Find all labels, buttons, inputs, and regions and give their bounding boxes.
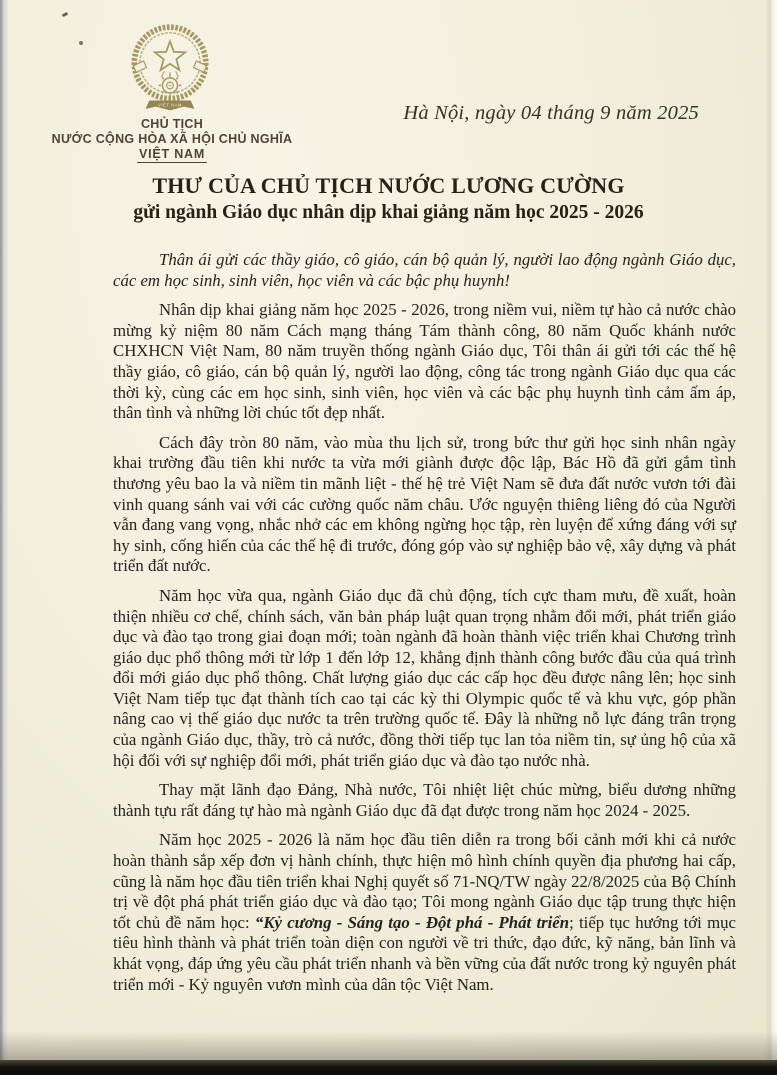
photo-right-edge bbox=[765, 0, 777, 1075]
photo-bottom-edge bbox=[0, 1060, 777, 1075]
paragraph-new-school-year-lead: Năm học 2025 - 2026 là năm học đầu tiên diễn ra trong bối cảnh mới khi cả nước hoàn thành sắp xếp đơn vị hành chính, thực hiện mô hình chính quyền địa phương hai cấp, cũng là năm học đầu tiên triển khai Nghị quyết số 71-NQ/TW ngày 22/8/2025 của Bộ Chính trị về đột phá phát triển giáo dục và đào tạo; Tôi mong ngành Giáo dục tập trung thực hiện tốt chủ đề năm học: bbox=[113, 830, 736, 932]
paragraph-congratulations: Thay mặt lãnh đạo Đảng, Nhà nước, Tôi nhiệt liệt chúc mừng, biểu dương những thành tựu rất đáng tự hào mà ngành Giáo dục đã đạt được trong năm học 2024 - 2025. bbox=[113, 780, 736, 820]
emblem-banner-text: VIỆT NAM bbox=[158, 102, 182, 108]
paragraph-new-school-year bbox=[113, 830, 736, 995]
dateline: Hà Nội, ngày 04 tháng 9 năm 2025 bbox=[403, 102, 699, 124]
vietnam-national-emblem-icon bbox=[123, 19, 217, 118]
issuer-country: VIỆT NAM bbox=[138, 147, 206, 161]
paper-speck bbox=[79, 41, 83, 45]
paragraph-occasion: Nhân dịp khai giảng năm học 2025 - 2026, trong niềm vui, niềm tự hào cả nước chào mừng kỷ niệm 80 năm Cách mạng tháng Tám thành công, 80 năm Quốc khánh nước CHXHCN Việt Nam, 80 năm truyền thống ngành Giáo dục, Tôi thân ái gửi tới các thế hệ thầy giáo, cô giáo, cán bộ quản lý, người lao động, công tác trong ngành Giáo dục qua các thời kỳ, cùng các em học sinh, sinh viên, học viên và các bậc phụ huynh tình cảm ấm áp, thân tình và những lời chúc tốt đẹp nhất. bbox=[113, 300, 736, 423]
letter-title-block bbox=[0, 173, 777, 224]
paragraph-history: Cách đây tròn 80 năm, vào mùa thu lịch sử, trong bức thư gửi học sinh nhân ngày khai trường đầu tiên khi nước ta vừa mới giành được độc lập, Bác Hồ đã gửi gắm tình thương yêu bao la và niềm tin mãnh liệt - thế hệ trẻ Việt Nam sẽ đưa đất nước vươn tới đài vinh quang sánh vai với các cường quốc năm châu. Ước nguyện thiêng liêng đó của Người vẫn đang vang vọng, nhắc nhở các em không ngừng học tập, rèn luyện để xứng đáng với sự hy sinh, cống hiến của các thế hệ đi trước, đóng góp vào sự nghiệp bảo vệ, xây dựng và phát triển đất nước. bbox=[113, 432, 736, 576]
photo-bottom-shadow bbox=[0, 1031, 777, 1061]
letter-subtitle: gửi ngành Giáo dục nhân dịp khai giảng năm học 2025 - 2026 bbox=[133, 202, 644, 223]
letterhead-issuer bbox=[48, 117, 296, 163]
issuer-state-name: NƯỚC CỘNG HÒA XÃ HỘI CHỦ NGHĨA bbox=[51, 132, 293, 146]
paragraph-new-school-year-tail: ; tiếp tục hướng tới mục tiêu hình thành và phát triển toàn diện con người về tri thức, đạo đức, kỹ năng, bản lĩnh và khát vọng, đáp ứng yêu cầu phát triển nhanh và bền vững của đất nước trong kỷ nguyên phát triển mới - Kỷ nguyên vươn mình của dân tộc Việt Nam. bbox=[113, 912, 736, 994]
paragraph-achievements: Năm học vừa qua, ngành Giáo dục đã chủ động, tích cực tham mưu, đề xuất, hoàn thiện nhiều cơ chế, chính sách, văn bản pháp luật quan trọng nhằm đổi mới, phát triển giáo dục và đào tạo trong giai đoạn mới; toàn ngành đã hoàn thành việc triển khai Chương trình giáo dục phổ thông mới từ lớp 1 đến lớp 12, khẳng định thành công bước đầu của quá trình đổi mới giáo dục phổ thông. Chất lượng giáo dục các cấp học đều được nâng lên; học sinh Việt Nam tiếp tục đạt thành tích cao tại các kỳ thi Olympic quốc tế và khu vực, góp phần nâng cao vị thế giáo dục nước ta trên trường quốc tế. Đây là những nỗ lực đáng trân trọng của ngành Giáo dục, thầy, trò cả nước, đồng thời tiếp tục lan tỏa niềm tin, sự ủng hộ của xã hội đối với sự nghiệp đổi mới, phát triển giáo dục và đào tạo nước nhà. bbox=[113, 585, 736, 770]
issuer-title: CHỦ TỊCH bbox=[140, 117, 204, 131]
paper-speck bbox=[62, 12, 69, 17]
salutation-paragraph: Thân ái gửi các thầy giáo, cô giáo, cán bộ quản lý, người lao động ngành Giáo dục, các em học sinh, sinh viên, học viên và các bậc phụ huynh! bbox=[113, 250, 736, 290]
school-year-theme: “Kỷ cương - Sáng tạo - Đột phá - Phát triển bbox=[254, 912, 570, 932]
letter-body bbox=[113, 250, 736, 1004]
photo-left-edge bbox=[0, 0, 8, 1075]
letter-title: THƯ CỦA CHỦ TỊCH NƯỚC LƯƠNG CƯỜNG bbox=[152, 173, 625, 198]
